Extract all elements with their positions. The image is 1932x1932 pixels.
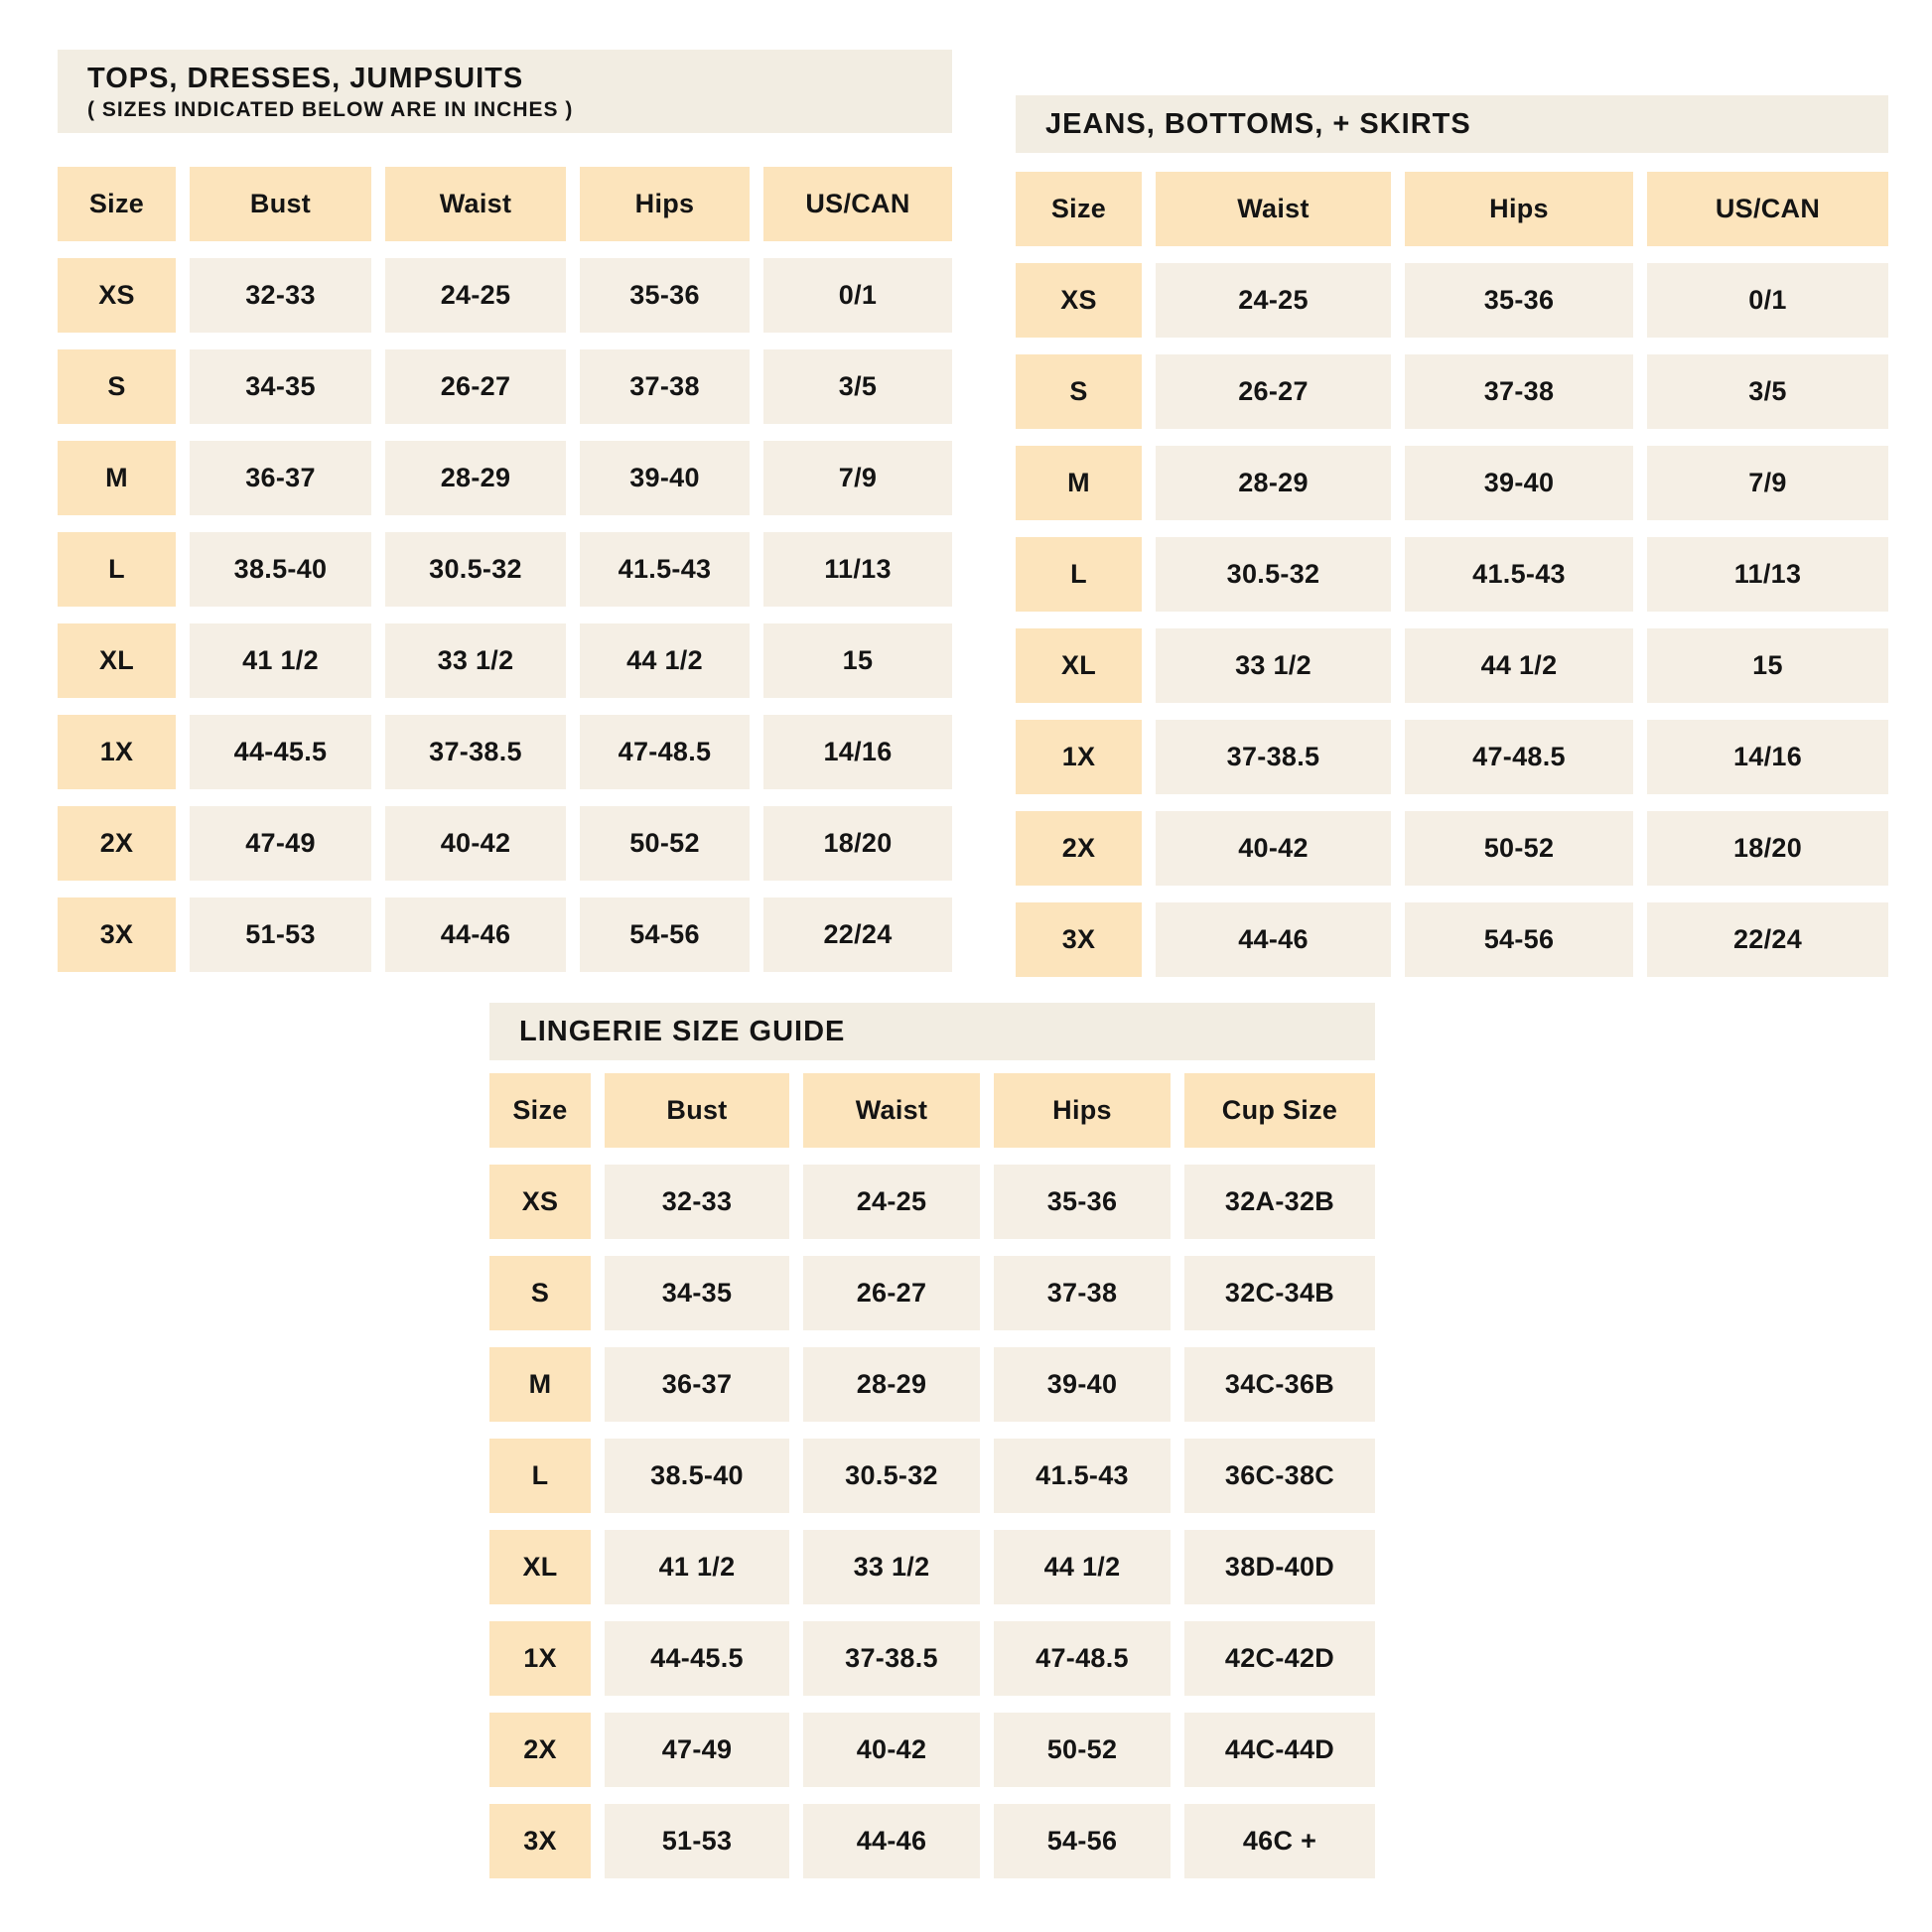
value-cell: 28-29 <box>1156 446 1391 520</box>
value-cell: 24-25 <box>385 258 566 333</box>
column-header-waist: Waist <box>385 167 566 241</box>
jeans-table-title-band <box>1016 95 1888 153</box>
size-label-cell: XL <box>489 1530 591 1604</box>
value-cell: 44C-44D <box>1184 1713 1375 1787</box>
value-cell: 18/20 <box>763 806 952 881</box>
value-cell: 28-29 <box>385 441 566 515</box>
value-cell: 26-27 <box>803 1256 980 1330</box>
value-cell: 51-53 <box>605 1804 789 1878</box>
value-cell: 33 1/2 <box>385 623 566 698</box>
value-cell: 30.5-32 <box>1156 537 1391 612</box>
size-label-cell: L <box>1016 537 1142 612</box>
value-cell: 7/9 <box>763 441 952 515</box>
value-cell: 54-56 <box>994 1804 1171 1878</box>
size-label-cell: 3X <box>58 897 176 972</box>
lingerie-table-title-band <box>489 1003 1375 1060</box>
tops-table-grid <box>58 167 952 972</box>
value-cell: 15 <box>763 623 952 698</box>
size-label-cell: XL <box>58 623 176 698</box>
value-cell: 24-25 <box>803 1165 980 1239</box>
value-cell: 47-49 <box>190 806 371 881</box>
value-cell: 44 1/2 <box>994 1530 1171 1604</box>
column-header-us-can: US/CAN <box>763 167 952 241</box>
size-label-cell: 1X <box>489 1621 591 1696</box>
value-cell: 37-38 <box>1405 354 1633 429</box>
value-cell: 35-36 <box>1405 263 1633 338</box>
value-cell: 11/13 <box>1647 537 1888 612</box>
value-cell: 47-49 <box>605 1713 789 1787</box>
value-cell: 37-38.5 <box>803 1621 980 1696</box>
value-cell: 50-52 <box>580 806 750 881</box>
value-cell: 37-38 <box>994 1256 1171 1330</box>
size-label-cell: L <box>58 532 176 607</box>
value-cell: 30.5-32 <box>803 1439 980 1513</box>
column-header-cup-size: Cup Size <box>1184 1073 1375 1148</box>
tops-table-subtitle: ( SIZES INDICATED BELOW ARE IN INCHES ) <box>87 98 574 122</box>
column-header-bust: Bust <box>605 1073 789 1148</box>
value-cell: 37-38.5 <box>1156 720 1391 794</box>
value-cell: 33 1/2 <box>803 1530 980 1604</box>
value-cell: 41 1/2 <box>605 1530 789 1604</box>
value-cell: 26-27 <box>1156 354 1391 429</box>
value-cell: 44-45.5 <box>605 1621 789 1696</box>
value-cell: 18/20 <box>1647 811 1888 886</box>
size-label-cell: 1X <box>58 715 176 789</box>
size-label-cell: M <box>489 1347 591 1422</box>
value-cell: 41.5-43 <box>1405 537 1633 612</box>
value-cell: 38.5-40 <box>190 532 371 607</box>
value-cell: 24-25 <box>1156 263 1391 338</box>
value-cell: 34-35 <box>190 349 371 424</box>
value-cell: 39-40 <box>1405 446 1633 520</box>
size-label-cell: S <box>58 349 176 424</box>
value-cell: 42C-42D <box>1184 1621 1375 1696</box>
column-header-bust: Bust <box>190 167 371 241</box>
value-cell: 38D-40D <box>1184 1530 1375 1604</box>
column-header-size: Size <box>1016 172 1142 246</box>
value-cell: 3/5 <box>763 349 952 424</box>
value-cell: 35-36 <box>994 1165 1171 1239</box>
value-cell: 47-48.5 <box>580 715 750 789</box>
value-cell: 3/5 <box>1647 354 1888 429</box>
value-cell: 30.5-32 <box>385 532 566 607</box>
value-cell: 37-38.5 <box>385 715 566 789</box>
value-cell: 41.5-43 <box>580 532 750 607</box>
value-cell: 44-46 <box>803 1804 980 1878</box>
column-header-size: Size <box>58 167 176 241</box>
value-cell: 40-42 <box>385 806 566 881</box>
value-cell: 22/24 <box>763 897 952 972</box>
value-cell: 22/24 <box>1647 902 1888 977</box>
value-cell: 32-33 <box>605 1165 789 1239</box>
jeans-bottoms-skirts-table <box>1016 95 1888 977</box>
value-cell: 41 1/2 <box>190 623 371 698</box>
value-cell: 50-52 <box>994 1713 1171 1787</box>
tops-table-title-band <box>58 50 952 133</box>
value-cell: 44-46 <box>1156 902 1391 977</box>
value-cell: 50-52 <box>1405 811 1633 886</box>
value-cell: 0/1 <box>763 258 952 333</box>
size-label-cell: M <box>58 441 176 515</box>
value-cell: 47-48.5 <box>1405 720 1633 794</box>
value-cell: 26-27 <box>385 349 566 424</box>
value-cell: 51-53 <box>190 897 371 972</box>
size-label-cell: 2X <box>1016 811 1142 886</box>
value-cell: 40-42 <box>803 1713 980 1787</box>
value-cell: 39-40 <box>580 441 750 515</box>
size-label-cell: L <box>489 1439 591 1513</box>
value-cell: 36-37 <box>605 1347 789 1422</box>
column-header-waist: Waist <box>803 1073 980 1148</box>
size-label-cell: M <box>1016 446 1142 520</box>
size-label-cell: S <box>1016 354 1142 429</box>
size-label-cell: 1X <box>1016 720 1142 794</box>
value-cell: 39-40 <box>994 1347 1171 1422</box>
tops-dresses-jumpsuits-table <box>58 50 952 972</box>
value-cell: 46C + <box>1184 1804 1375 1878</box>
value-cell: 7/9 <box>1647 446 1888 520</box>
value-cell: 11/13 <box>763 532 952 607</box>
column-header-waist: Waist <box>1156 172 1391 246</box>
value-cell: 38.5-40 <box>605 1439 789 1513</box>
value-cell: 54-56 <box>580 897 750 972</box>
size-label-cell: XS <box>489 1165 591 1239</box>
value-cell: 44 1/2 <box>580 623 750 698</box>
value-cell: 44 1/2 <box>1405 628 1633 703</box>
value-cell: 34C-36B <box>1184 1347 1375 1422</box>
jeans-table-grid <box>1016 172 1888 977</box>
value-cell: 36-37 <box>190 441 371 515</box>
column-header-hips: Hips <box>994 1073 1171 1148</box>
value-cell: 41.5-43 <box>994 1439 1171 1513</box>
value-cell: 28-29 <box>803 1347 980 1422</box>
value-cell: 44-46 <box>385 897 566 972</box>
value-cell: 40-42 <box>1156 811 1391 886</box>
value-cell: 32-33 <box>190 258 371 333</box>
value-cell: 36C-38C <box>1184 1439 1375 1513</box>
lingerie-size-guide-table <box>489 1003 1375 1878</box>
value-cell: 0/1 <box>1647 263 1888 338</box>
size-label-cell: XS <box>1016 263 1142 338</box>
value-cell: 44-45.5 <box>190 715 371 789</box>
size-label-cell: S <box>489 1256 591 1330</box>
size-label-cell: 2X <box>489 1713 591 1787</box>
size-label-cell: 3X <box>489 1804 591 1878</box>
value-cell: 47-48.5 <box>994 1621 1171 1696</box>
column-header-us-can: US/CAN <box>1647 172 1888 246</box>
jeans-table-title: JEANS, BOTTOMS, + SKIRTS <box>1045 107 1471 140</box>
value-cell: 37-38 <box>580 349 750 424</box>
value-cell: 33 1/2 <box>1156 628 1391 703</box>
value-cell: 32C-34B <box>1184 1256 1375 1330</box>
column-header-hips: Hips <box>580 167 750 241</box>
lingerie-table-grid <box>489 1073 1375 1878</box>
value-cell: 14/16 <box>763 715 952 789</box>
size-label-cell: 2X <box>58 806 176 881</box>
size-label-cell: XL <box>1016 628 1142 703</box>
value-cell: 35-36 <box>580 258 750 333</box>
column-header-hips: Hips <box>1405 172 1633 246</box>
size-label-cell: XS <box>58 258 176 333</box>
column-header-size: Size <box>489 1073 591 1148</box>
size-label-cell: 3X <box>1016 902 1142 977</box>
value-cell: 14/16 <box>1647 720 1888 794</box>
lingerie-table-title: LINGERIE SIZE GUIDE <box>519 1015 846 1047</box>
value-cell: 34-35 <box>605 1256 789 1330</box>
tops-table-title: TOPS, DRESSES, JUMPSUITS <box>87 62 524 94</box>
value-cell: 32A-32B <box>1184 1165 1375 1239</box>
value-cell: 54-56 <box>1405 902 1633 977</box>
value-cell: 15 <box>1647 628 1888 703</box>
